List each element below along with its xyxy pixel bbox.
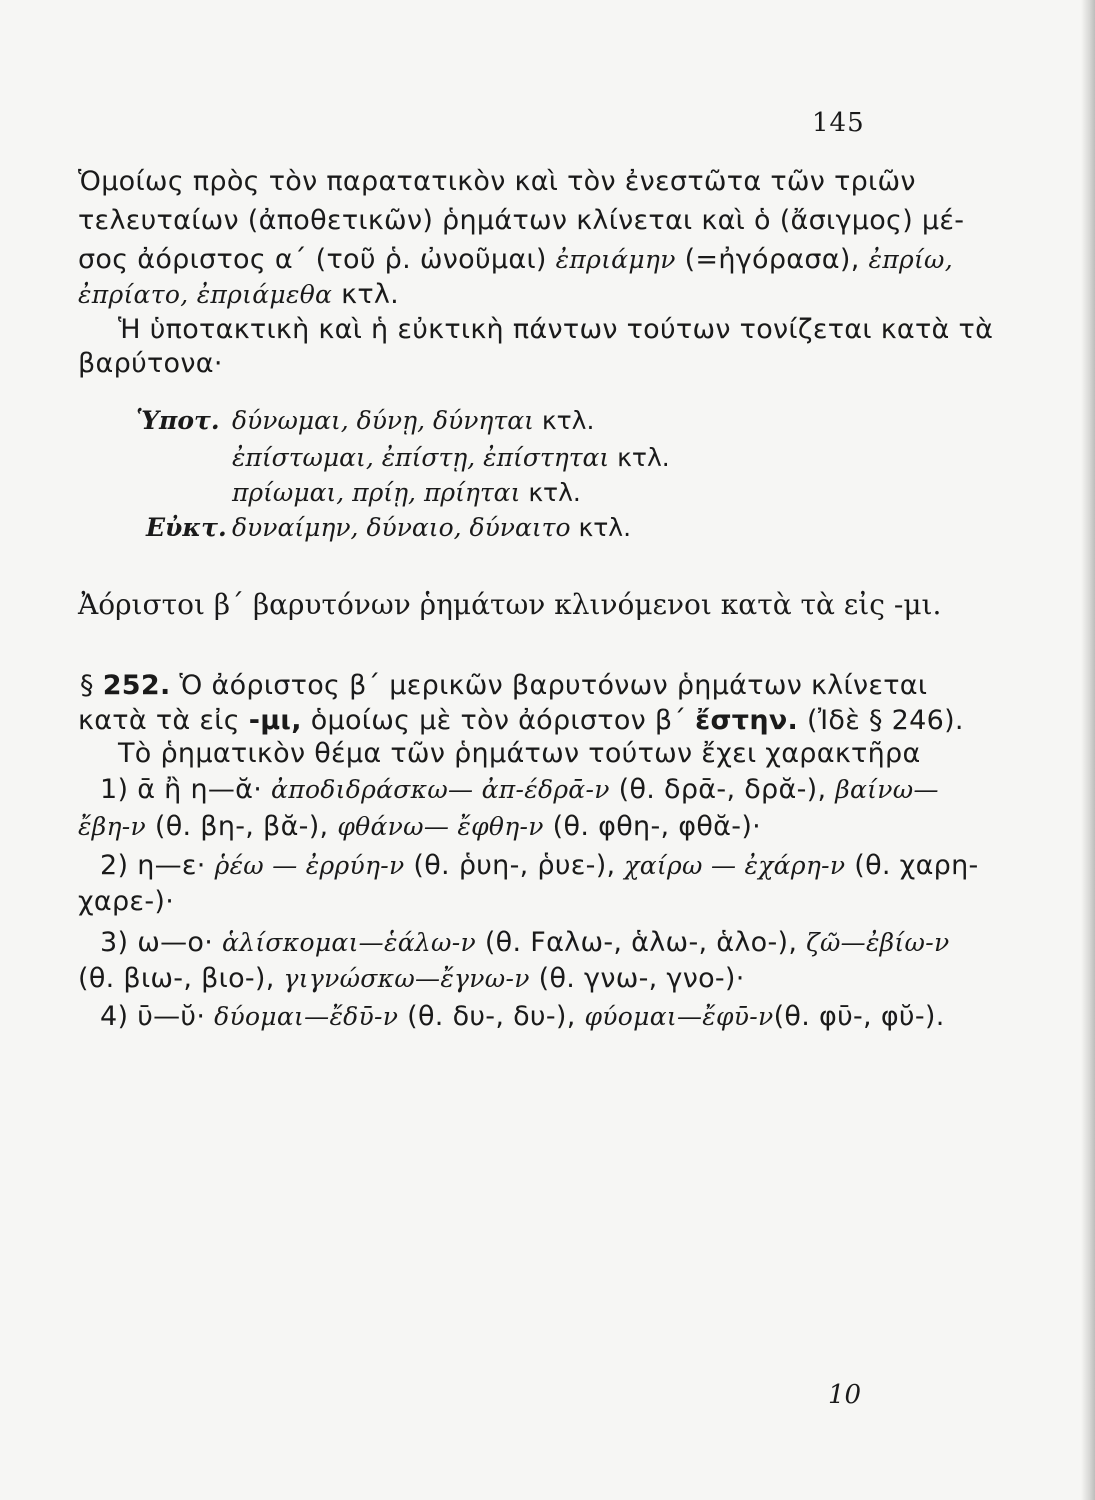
para1-line-3 (78, 244, 953, 275)
para1-line-3-gloss: (=ἠγόρασα), (675, 244, 869, 275)
section-line-3: Τὸ ῥηματικὸν θέμα τῶν ῥημάτων τούτων ἔχει χαρακτῆρα (118, 738, 921, 769)
para2-line-2 (78, 348, 223, 379)
subjunctive-label: Ὑποτ. (136, 406, 220, 435)
signature-folio: 10 (828, 1380, 862, 1410)
item-3-line-2: (θ. βιω-, βιο-), γιγνώσκω—ἔγνω-ν (θ. γνω-, γνο-)· (78, 963, 745, 994)
form-eprio: ἐπρίω, (868, 245, 953, 274)
para1-line-4 (78, 279, 399, 310)
subj-line-3: πρίωμαι, πρίῃ, πρίηται κτλ. (232, 478, 581, 507)
page-number: 145 (812, 108, 865, 138)
item-2-line-1: 2) η—ε· ῥέω — ἐρρύη-ν (θ. ῥυη-, ῥυε-), χαίρω — ἐχάρη-ν (θ. χαρη- (100, 850, 979, 881)
para1-line-2-text: τελευταίων (ἀποθετικῶν) ῥημάτων κλίνεται καὶ ὁ (ἄσιγμος) μέ- (78, 205, 965, 236)
section-line-1: § 252. Ὁ ἀόριστος β΄ μερικῶν βαρυτόνων ῥημάτων κλίνεται (80, 670, 928, 701)
subj-line-1: δύνωμαι, δύνῃ, δύνηται κτλ. (232, 406, 595, 435)
para1-line-3-text: σος ἀόριστος α΄ (τοῦ ῥ. ὠνοῦμαι) (78, 244, 556, 275)
ktl-abbrev: κτλ. (332, 279, 400, 310)
item-1-line-2: ἔβη-ν (θ. βη-, βᾰ-), φθάνω— ἔφθη-ν (θ. φθη-, φθᾰ-)· (78, 811, 762, 842)
item-1-line-1: 1) ᾱ ἢ η—ᾰ· ἀποδιδράσκω— ἀπ-έδρᾱ-ν (θ. δρᾱ-, δρᾰ-), βαίνω— (100, 774, 939, 805)
item-3-line-1: 3) ω—ο· ἁλίσκομαι—ἑάλω-ν (θ. Fαλω-, ἁλω-, ἁλο-), ζῶ—ἐβίω-ν (100, 927, 950, 958)
item-4-line-1: 4) ῡ—ῠ· δύομαι—ἔδῡ-ν (θ. δυ-, δυ-), φύομαι—ἔφῡ-ν(θ. φῡ-, φῠ-). (100, 1001, 945, 1032)
form-epriamen: ἐπριάμην (555, 245, 676, 274)
para2-line-2-text: βαρύτονα· (78, 348, 223, 379)
forms-epriato: ἐπρίατο, ἐπριάμεθα (78, 280, 333, 309)
section-line-2: κατὰ τὰ εἰς -μι, ὁμοίως μὲ τὸν ἀόριστον β΄ ἔστην. (Ἰδὲ § 246). (78, 705, 964, 736)
para2-line-1-text: Ἡ ὑποτακτικὴ καὶ ἡ εὐκτικὴ πάντων τούτων τονίζεται κατὰ τὰ (118, 314, 994, 345)
item-2-line-2: χαρε-)· (78, 886, 175, 917)
para1-line-2 (78, 205, 964, 236)
para2-line-1 (118, 314, 993, 345)
subj-line-2: ἐπίστωμαι, ἐπίστῃ, ἐπίστηται κτλ. (232, 443, 670, 472)
section-heading: Ἀόριστοι β΄ βαρυτόνων ῥημάτων κλινόμενοι κατὰ τὰ εἰς -μι. (78, 588, 942, 621)
page-edge-shadow (1081, 0, 1095, 1500)
para1-line-1 (78, 166, 916, 197)
para1-line-1-text: Ὁμοίως πρὸς τὸν παρατατικὸν καὶ τὸν ἐνεστῶτα τῶν τριῶν (78, 166, 916, 197)
section-number: 252. (102, 670, 171, 701)
opt-line: δυναίμην, δύναιο, δύναιτο κτλ. (232, 513, 632, 542)
optative-label: Εὐκτ. (146, 513, 227, 542)
